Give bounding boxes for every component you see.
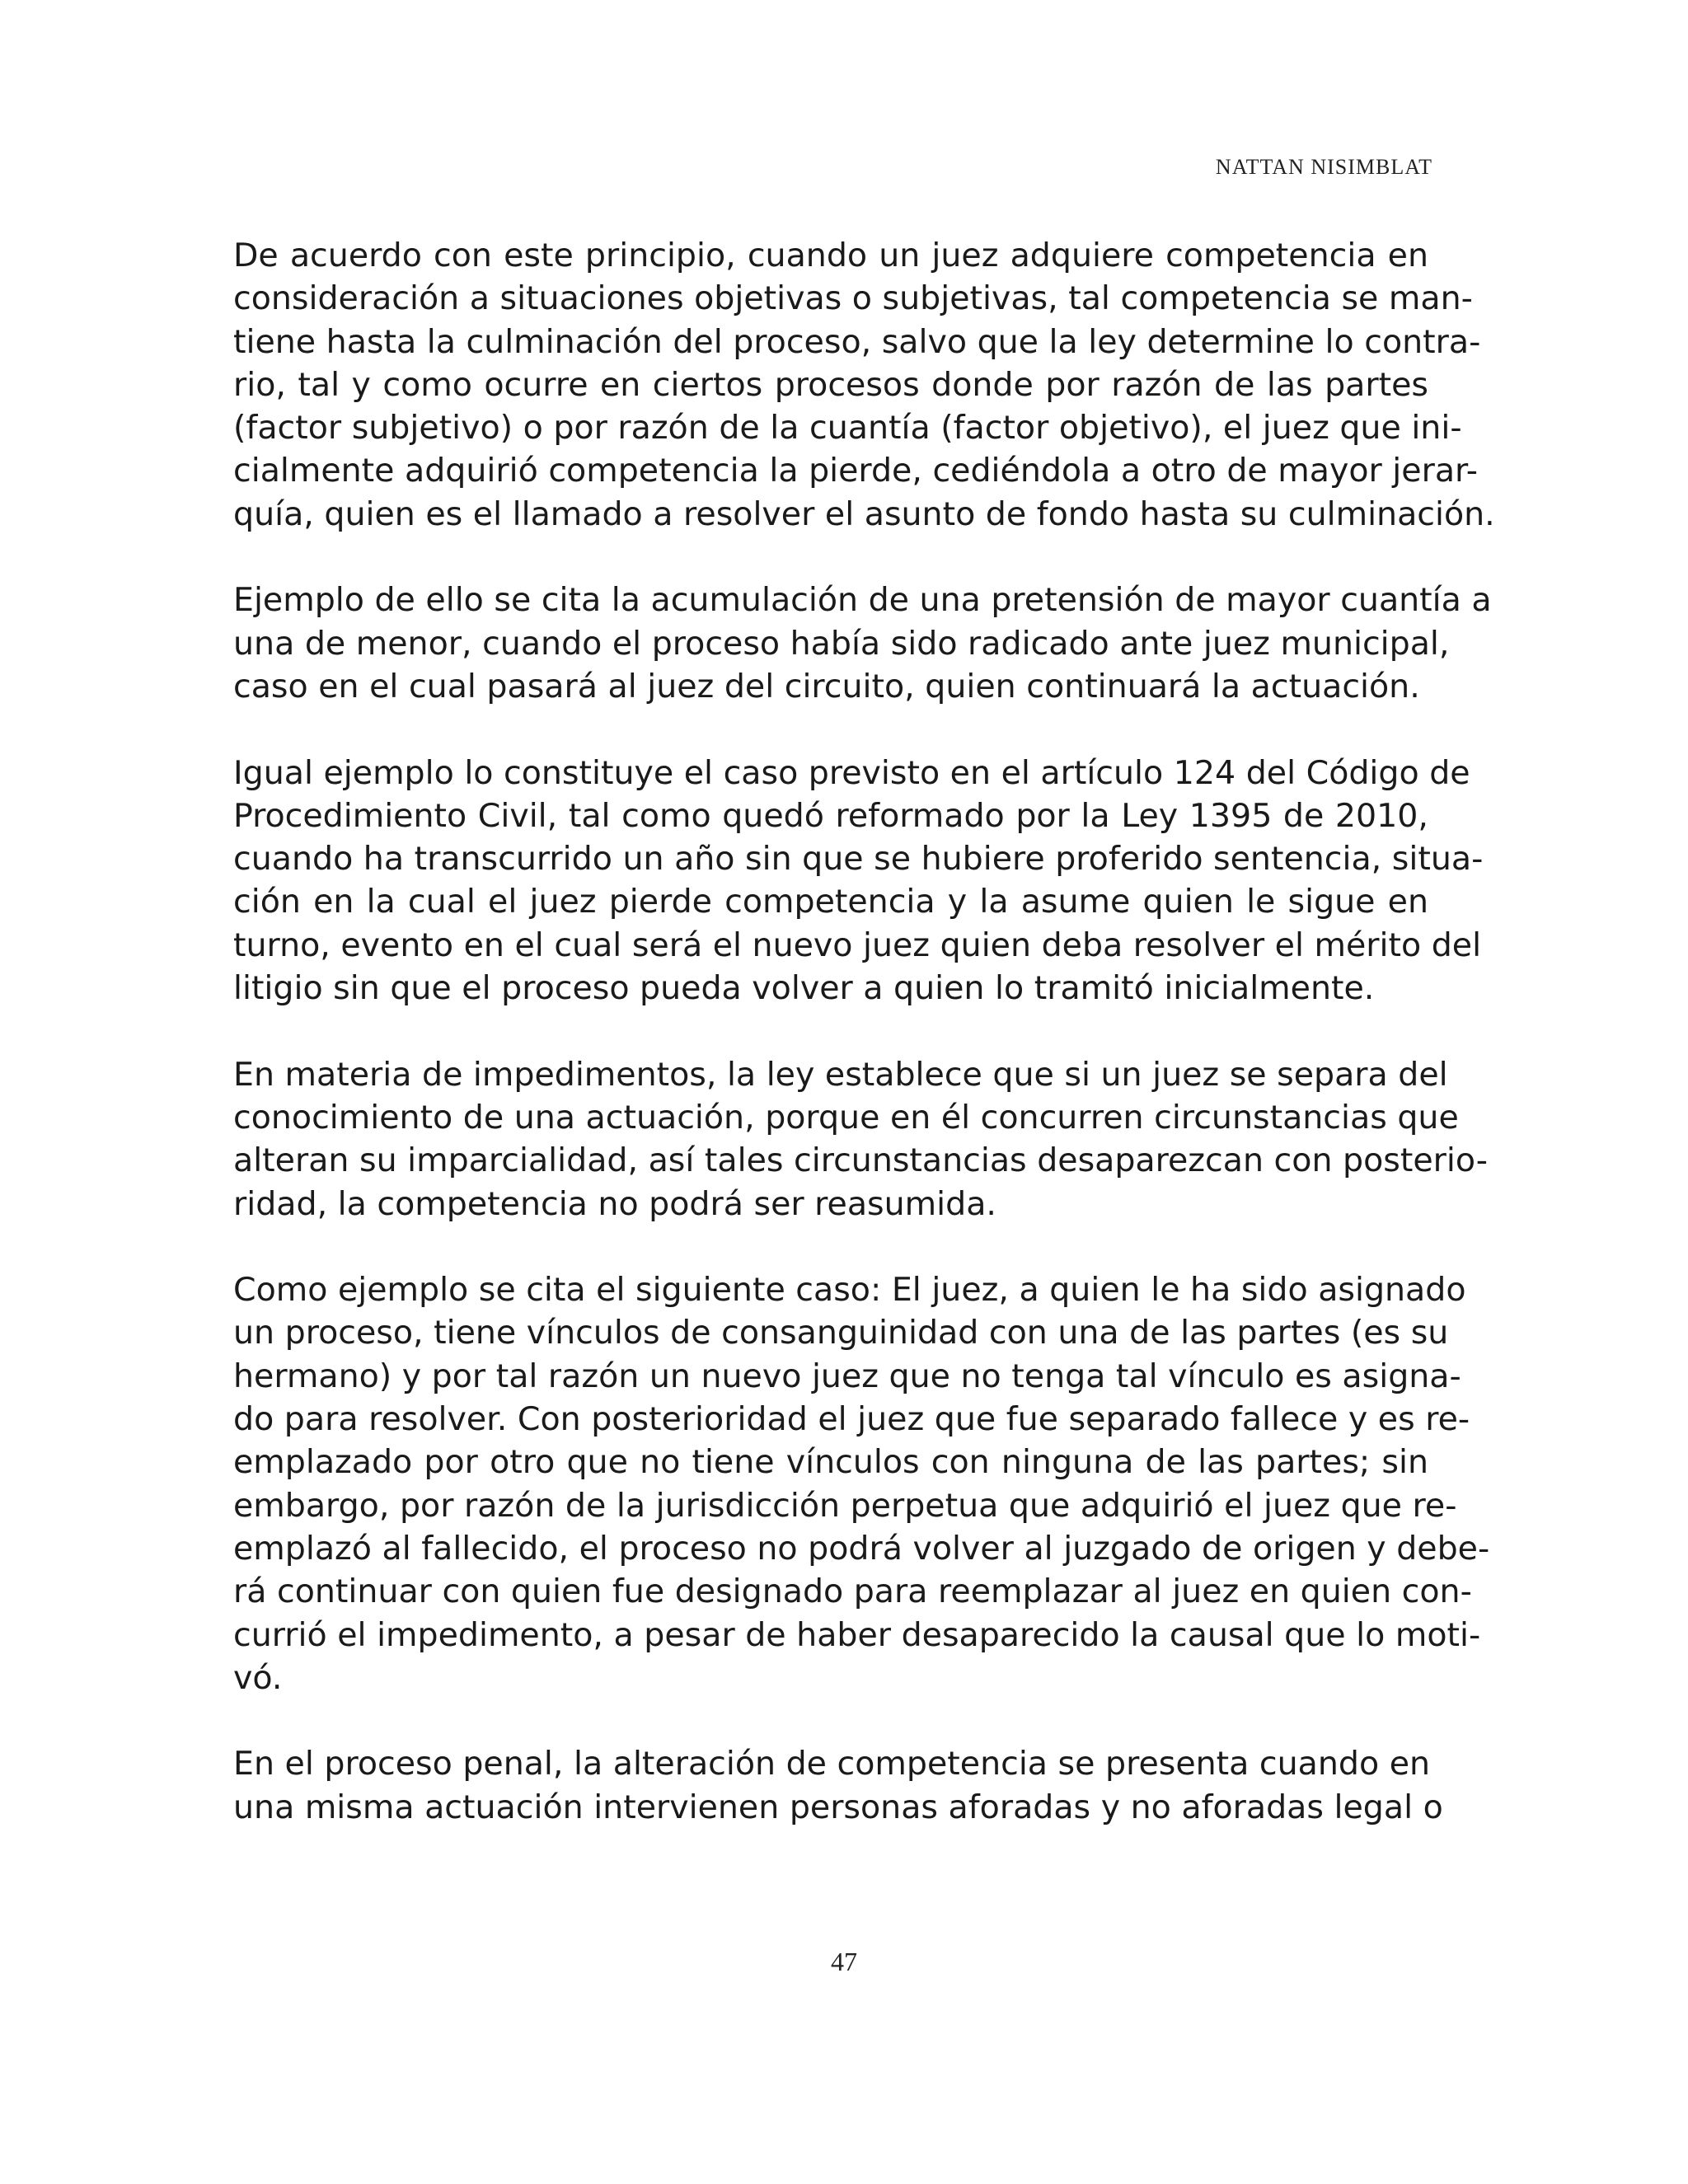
text-line: ción en la cual el juez pierde competencia y la asume quien le sigue en [233,883,1428,921]
paragraph [233,752,1484,1010]
text-line: emplazado por otro que no tiene vínculos con ninguna de las partes; sin [233,1443,1428,1482]
text-line: cialmente adquirió competencia la pierde, cediéndola a otro de mayor jerar- [233,452,1478,490]
text-line: alteran su imparcialidad, así tales circunstancias desaparezcan con posterio- [233,1141,1489,1180]
text-line: En el proceso penal, la alteración de competencia se presenta cuando en [233,1745,1431,1783]
text-line: hermano) y por tal razón un nuevo juez que no tenga tal vínculo es asigna- [233,1357,1461,1395]
paragraph [233,579,1492,708]
text-line: currió el impedimento, a pesar de haber desaparecido la causal que lo moti- [233,1615,1481,1654]
text-line: De acuerdo con este principio, cuando un juez adquiere competencia en [233,237,1428,274]
text-line: Como ejemplo se cita el siguiente caso: El juez, a quien le ha sido asignado [233,1271,1466,1310]
page-number: 47 [831,1947,857,1976]
text-line: vó. [233,1658,283,1697]
text-line: un proceso, tiene vínculos de consanguinidad con una de las partes (es su [233,1314,1449,1352]
text-line: cuando ha transcurrido un año sin que se hubiere proferido sentencia, situa- [233,840,1484,879]
text-line: En materia de impedimentos, la ley establece que si un juez se separa del [233,1055,1448,1094]
paragraph [233,234,1495,536]
text-line: embargo, por razón de la jurisdicción perpetua que adquirió el juez que re- [233,1486,1457,1525]
body-text [233,234,1495,1872]
text-line: litigio sin que el proceso pueda volver a quien lo tramitó inicialmente. [233,969,1375,1008]
text-line: rá continuar con quien fue designado para reemplazar al juez en quien con- [233,1572,1472,1611]
text-line: tiene hasta la culminación del proceso, salvo que la ley determine lo contra- [233,322,1481,361]
text-line: Ejemplo de ello se cita la acumulación de una pretensión de mayor cuantía a [233,581,1492,620]
paragraph [233,1742,1443,1829]
text-line: consideración a situaciones objetivas o subjetivas, tal competencia se man- [233,279,1473,318]
text-line: caso en el cual pasará al juez del circuito, quien continuará la actuación. [233,667,1420,705]
text-line: quía, quien es el llamado a resolver el asunto de fondo hasta su culminación. [233,494,1495,533]
text-line: una de menor, cuando el proceso había sido radicado ante juez municipal, [233,624,1450,663]
text-line: do para resolver. Con posterioridad el juez que fue separado fallece y es re- [233,1400,1470,1439]
text-line: turno, evento en el cual será el nuevo juez quien deba resolver el mérito del [233,926,1482,964]
text-line: una misma actuación intervienen personas aforadas y no aforadas legal o [233,1788,1443,1826]
text-line: ridad, la competencia no podrá ser reasumida. [233,1184,996,1223]
running-header: NATTAN NISIMBLAT [1215,155,1432,179]
text-line: conocimiento de una actuación, porque en él concurren circunstancias que [233,1098,1459,1137]
text-line: rio, tal y como ocurre en ciertos procesos donde por razón de las partes [233,365,1428,404]
text-line: Procedimiento Civil, tal como quedó reformado por la Ley 1395 de 2010, [233,796,1428,835]
paragraph [233,1268,1490,1699]
paragraph [233,1053,1489,1226]
text-line: emplazó al fallecido, el proceso no podrá volver al juzgado de origen y debe- [233,1529,1490,1568]
text-line: (factor subjetivo) o por razón de la cuantía (factor objetivo), el juez que ini- [233,409,1462,448]
text-line: Igual ejemplo lo constituye el caso previsto en el artículo 124 del Código de [233,753,1470,792]
